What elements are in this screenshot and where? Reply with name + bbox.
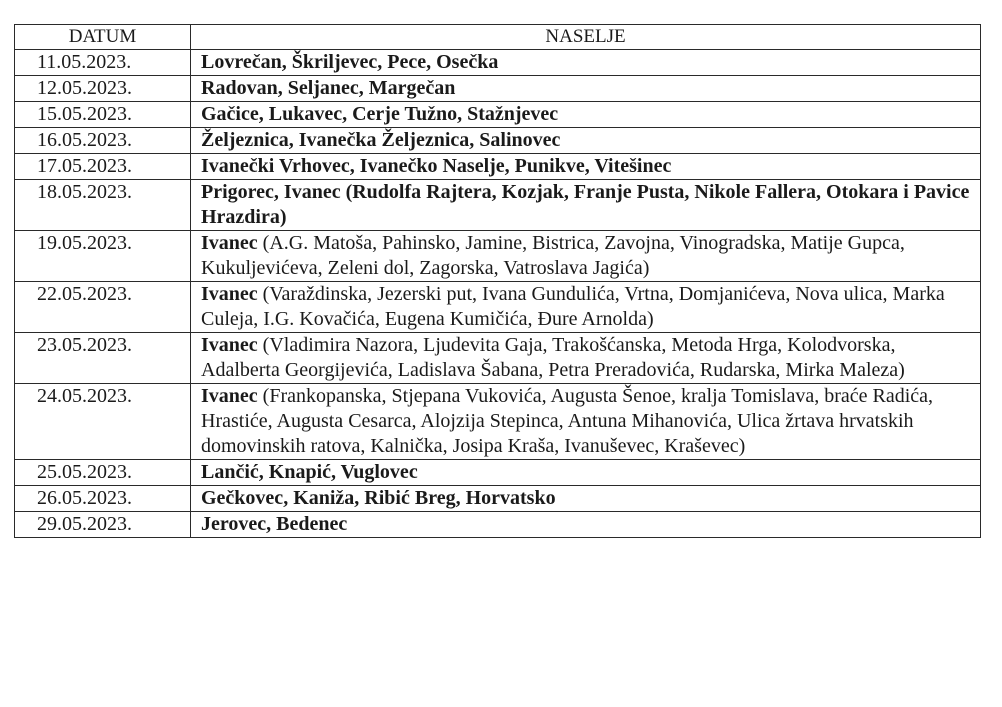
place-cell xyxy=(191,384,981,460)
date-cell: 24.05.2023. xyxy=(15,384,191,460)
place-names-bold: Ivanec xyxy=(201,385,258,407)
place-cell xyxy=(191,102,981,128)
place-cell xyxy=(191,180,981,231)
header-row xyxy=(15,25,981,50)
date-cell: 15.05.2023. xyxy=(15,102,191,128)
place-cell xyxy=(191,154,981,180)
place-names-bold: Gečkovec, Kaniža, Ribić Breg, Horvatsko xyxy=(201,487,556,509)
date-cell: 26.05.2023. xyxy=(15,486,191,512)
place-names-bold: Ivanec xyxy=(201,334,258,356)
date-cell: 29.05.2023. xyxy=(15,512,191,538)
place-names-bold: Prigorec, Ivanec (Rudolfa Rajtera, Kozjak, Franje Pusta, Nikole Fallera, Otokara i Pavice Hrazdira) xyxy=(201,181,970,228)
date-cell: 22.05.2023. xyxy=(15,282,191,333)
date-cell: 11.05.2023. xyxy=(15,50,191,76)
place-cell xyxy=(191,460,981,486)
date-cell: 18.05.2023. xyxy=(15,180,191,231)
table-row xyxy=(15,102,981,128)
place-names-bold: Ivanečki Vrhovec, Ivanečko Naselje, Punikve, Vitešinec xyxy=(201,155,672,177)
street-list: (A.G. Matoša, Pahinsko, Jamine, Bistrica, Zavojna, Vinogradska, Matije Gupca, Kukuljevićeva, Zeleni dol, Zagorska, Vatroslava Jagića) xyxy=(201,232,905,279)
place-names-bold: Ivanec xyxy=(201,283,258,305)
table-row xyxy=(15,460,981,486)
table-body xyxy=(15,50,981,538)
table-row xyxy=(15,486,981,512)
table-row xyxy=(15,384,981,460)
place-cell xyxy=(191,128,981,154)
table-row xyxy=(15,512,981,538)
street-list: (Frankopanska, Stjepana Vukovića, Augusta Šenoe, kralja Tomislava, braće Radića, Hrastiće, Augusta Cesarca, Alojzija Stepinca, Antuna Mihanovića, Ulica žrtava hrvatskih domovinskih ratova, Kalnička, Josipa Kraša, Ivanuševec, Kraševec) xyxy=(201,385,934,457)
place-cell xyxy=(191,333,981,384)
place-names-bold: Ivanec xyxy=(201,232,258,254)
table-row xyxy=(15,154,981,180)
table-row xyxy=(15,76,981,102)
date-cell: 19.05.2023. xyxy=(15,231,191,282)
street-list: (Varaždinska, Jezerski put, Ivana Gundulića, Vrtna, Domjanićeva, Nova ulica, Marka Culeja, I.G. Kovačića, Eugena Kumičića, Đure Arnolda) xyxy=(201,283,945,330)
place-names-bold: Gačice, Lukavec, Cerje Tužno, Stažnjevec xyxy=(201,103,559,125)
table-row xyxy=(15,231,981,282)
place-cell xyxy=(191,282,981,333)
place-cell xyxy=(191,76,981,102)
date-cell: 16.05.2023. xyxy=(15,128,191,154)
table-row xyxy=(15,282,981,333)
place-cell xyxy=(191,486,981,512)
date-cell: 12.05.2023. xyxy=(15,76,191,102)
date-cell: 17.05.2023. xyxy=(15,154,191,180)
header-datum: DATUM xyxy=(15,25,191,50)
place-names-bold: Lančić, Knapić, Vuglovec xyxy=(201,461,418,483)
table-row xyxy=(15,180,981,231)
schedule-table xyxy=(14,24,981,538)
date-cell: 23.05.2023. xyxy=(15,333,191,384)
street-list: (Vladimira Nazora, Ljudevita Gaja, Trakošćanska, Metoda Hrga, Kolodvorska, Adalberta Georgijevića, Ladislava Šabana, Petra Preradovića, Rudarska, Mirka Maleza) xyxy=(201,334,905,381)
place-cell xyxy=(191,231,981,282)
place-cell xyxy=(191,512,981,538)
table-row xyxy=(15,50,981,76)
table-row xyxy=(15,333,981,384)
place-names-bold: Radovan, Seljanec, Margečan xyxy=(201,77,456,99)
header-naselje: NASELJE xyxy=(191,25,981,50)
place-names-bold: Željeznica, Ivanečka Željeznica, Salinovec xyxy=(201,129,561,151)
date-cell: 25.05.2023. xyxy=(15,460,191,486)
table-row xyxy=(15,128,981,154)
place-names-bold: Jerovec, Bedenec xyxy=(201,513,348,535)
place-cell xyxy=(191,50,981,76)
table-header xyxy=(15,25,981,50)
place-names-bold: Lovrečan, Škriljevec, Pece, Osečka xyxy=(201,51,499,73)
